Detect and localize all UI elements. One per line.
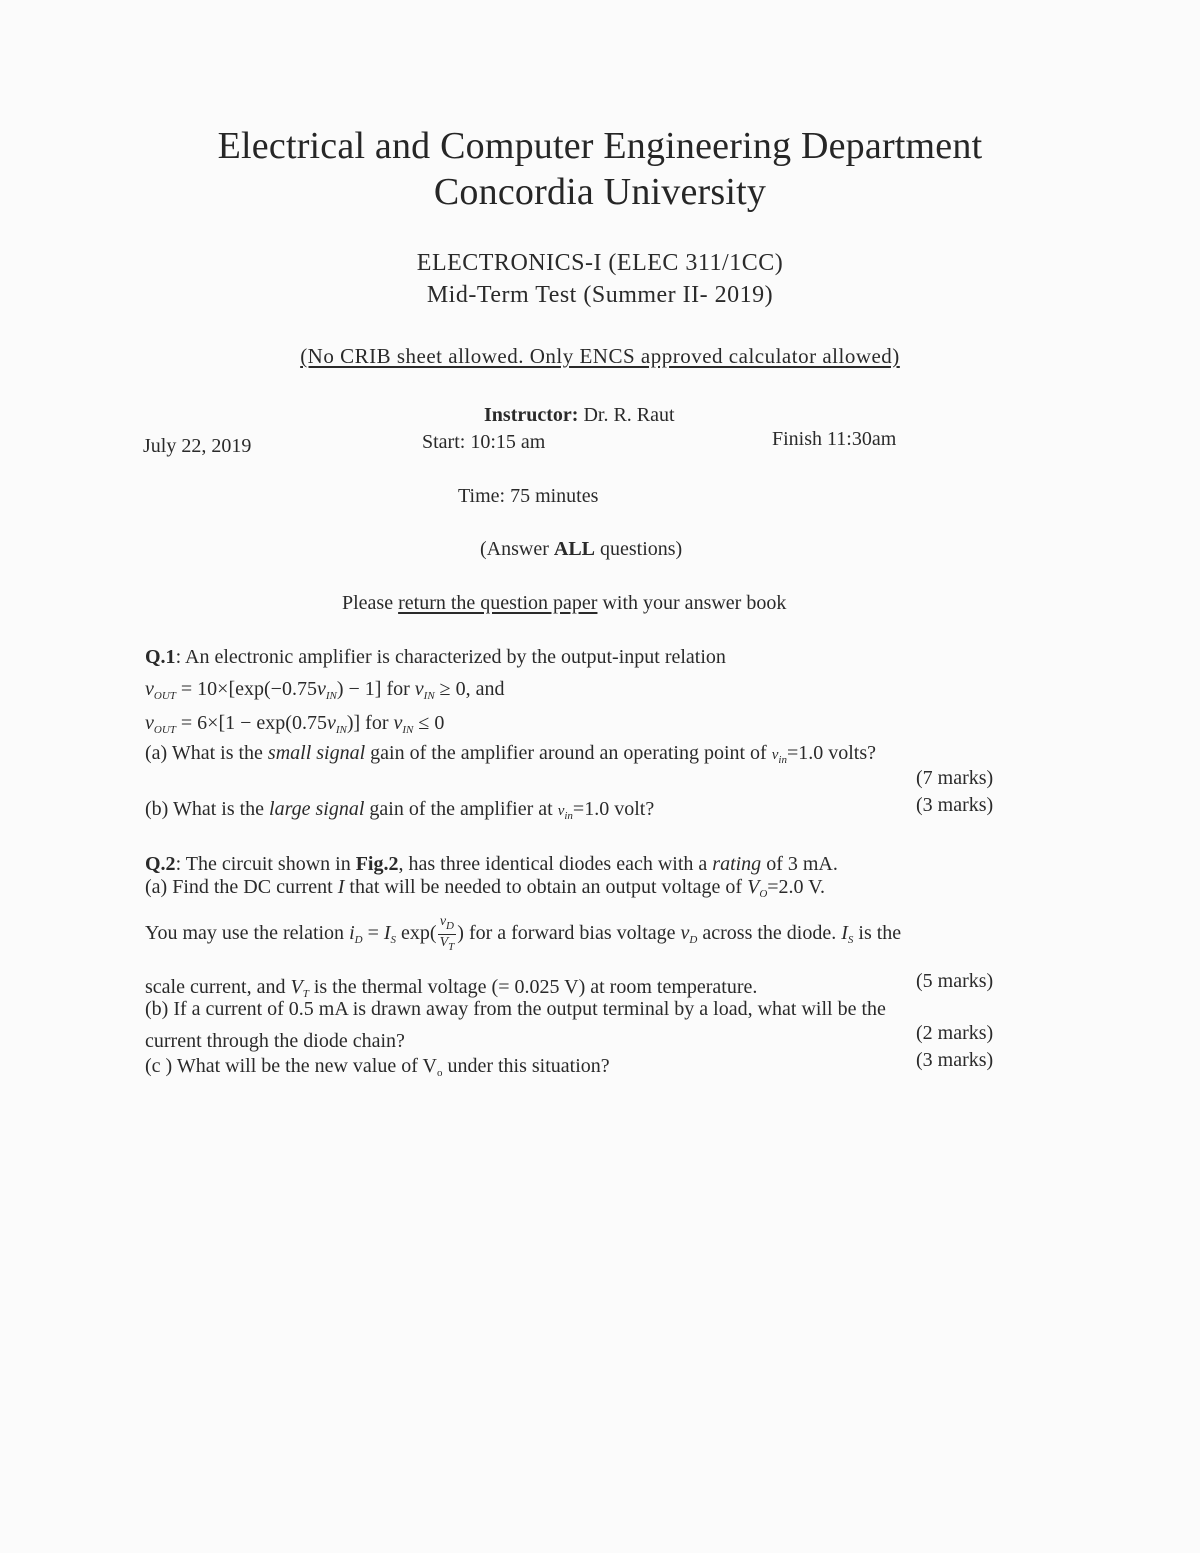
instructor-label: Instructor: (484, 404, 579, 426)
q2-intro-b: , has three identical diodes each with a (398, 853, 708, 875)
duration-line (458, 485, 598, 508)
duration-value: 75 minutes (510, 485, 599, 507)
scale-text: scale current, and (145, 976, 286, 998)
q1b-marks: (3 marks) (916, 794, 994, 816)
eq2-part-c: ≤ 0 (413, 712, 445, 734)
relation-suffix: for a forward bias voltage (468, 922, 676, 945)
course-title: ELECTRONICS-I (ELEC 311/1CC) (416, 250, 784, 276)
q2-intro-a: : The circuit shown in (175, 853, 351, 875)
thermal-text: is the thermal voltage (= 0.025 V) at room temperature. (313, 976, 758, 998)
q2-rating: rating (712, 853, 762, 875)
university-title: Concordia University (433, 171, 767, 213)
return-prefix: Please (342, 592, 394, 614)
q2-relation: You may use the relation $i_D = I_S$ exp( $\frac{v_D}{V_T}$ ) for a forward bias voltage $v_D$ across the diode. $I_S$ is the (145, 914, 902, 953)
rules-note: (No CRIB sheet allowed. Only ENCS approved calculator allowed) (300, 344, 900, 368)
start-time: Start: 10:15 am (422, 431, 546, 453)
eq1-part-c: ≥ 0, and (434, 678, 505, 700)
instructor-line (484, 404, 675, 427)
q1a-suffix: gain of the amplifier around an operating point of (370, 742, 767, 764)
instructor-name: Dr. R. Raut (583, 404, 675, 426)
eq2-part-b: )] for (346, 712, 394, 734)
q2-scale-line: scale current, and $V_T$ is the thermal voltage (= 0.025 V) at room temperature. (145, 976, 758, 1000)
eq2-part-a: = 6×[1 − exp(0.75 (175, 712, 327, 734)
q1a-prefix: (a) What is the (145, 742, 263, 764)
q1-equation-1: $v_{OUT} = 10\times[\exp(-0.75v_{IN}) - 1]$ for $v_{IN} \ge 0$, and (145, 678, 505, 702)
return-suffix: with your answer book (602, 592, 787, 614)
exam-date: July 22, 2019 (143, 435, 252, 457)
relation-end: across the diode. (702, 922, 837, 945)
return-underlined: return the question paper (398, 592, 598, 614)
eq1-part-a: = 10×[exp(−0.75 (175, 678, 317, 700)
q2-part-b-line2: current through the diode chain? (145, 1030, 405, 1052)
q2a-value: =2.0 V. (767, 876, 826, 898)
return-paper-note (342, 592, 786, 615)
vd-over-vt-fraction: $\frac{v_D}{V_T}$ (439, 914, 455, 953)
duration-label: Time: (458, 485, 506, 507)
q1-intro (145, 646, 726, 669)
q1-part-a: (a) What is the small signal gain of the amplifier around an operating point of $v_{in}=1.0$ volts? (145, 742, 877, 766)
q2-intro (145, 853, 838, 876)
q1a-italic: small signal (267, 742, 366, 764)
q2c-text: (c ) What will be the new value of V (145, 1055, 437, 1077)
q1-part-b: (b) What is the large signal gain of the amplifier at $v_{in}=1.0$ volt? (145, 798, 655, 822)
q2-label: Q.2 (145, 853, 176, 875)
q2-intro-c: of 3 mA. (766, 853, 838, 875)
q2-part-b-line1: (b) If a current of 0.5 mA is drawn away from the output terminal by a load, what will be the (145, 998, 886, 1020)
q2b-marks: (2 marks) (916, 1022, 994, 1044)
eq1-part-b: ) − 1] for (336, 678, 415, 700)
q2-part-c: (c ) What will be the new value of $V_o$ under this situation? (145, 1055, 610, 1079)
q1b-italic: large signal (269, 798, 365, 820)
q1b-prefix: (b) What is the (145, 798, 265, 820)
is-the: is the (858, 922, 902, 945)
q1-equation-2: $v_{OUT} = 6\times[1 - \exp(0.75v_{IN})]$ for $v_{IN} \le 0$ (145, 712, 445, 736)
relation-prefix: You may use the relation (145, 922, 345, 945)
q1b-suffix: gain of the amplifier at (369, 798, 553, 820)
q1a-marks: (7 marks) (916, 767, 994, 789)
q1a-value: =1.0 volts? (786, 742, 877, 764)
q2a-text: (a) Find the DC current (145, 876, 333, 898)
q2a-marks: (5 marks) (916, 970, 994, 992)
answer-all-note (480, 538, 682, 561)
q2a-mid: that will be needed to obtain an output voltage of (349, 876, 743, 898)
q2-part-a: (a) Find the DC current I that will be needed to obtain an output voltage of $V_O=2.0$ V. (145, 876, 826, 900)
q1-intro-text: : An electronic amplifier is characterized by the output-input relation (175, 646, 726, 668)
q2c-text-end: under this situation? (442, 1055, 610, 1077)
finish-time: Finish 11:30am (772, 428, 897, 450)
q2c-marks: (3 marks) (916, 1049, 994, 1071)
q1-label: Q.1 (145, 646, 176, 668)
test-title: Mid-Term Test (Summer II- 2019) (426, 282, 774, 308)
answer-all: ALL (553, 538, 595, 560)
q1b-value: =1.0 volt? (572, 798, 655, 820)
answer-open: (Answer (480, 538, 549, 560)
q2-fig-ref: Fig.2 (355, 853, 399, 875)
department-title: Electrical and Computer Engineering Department (217, 125, 983, 167)
answer-close: questions) (600, 538, 683, 560)
